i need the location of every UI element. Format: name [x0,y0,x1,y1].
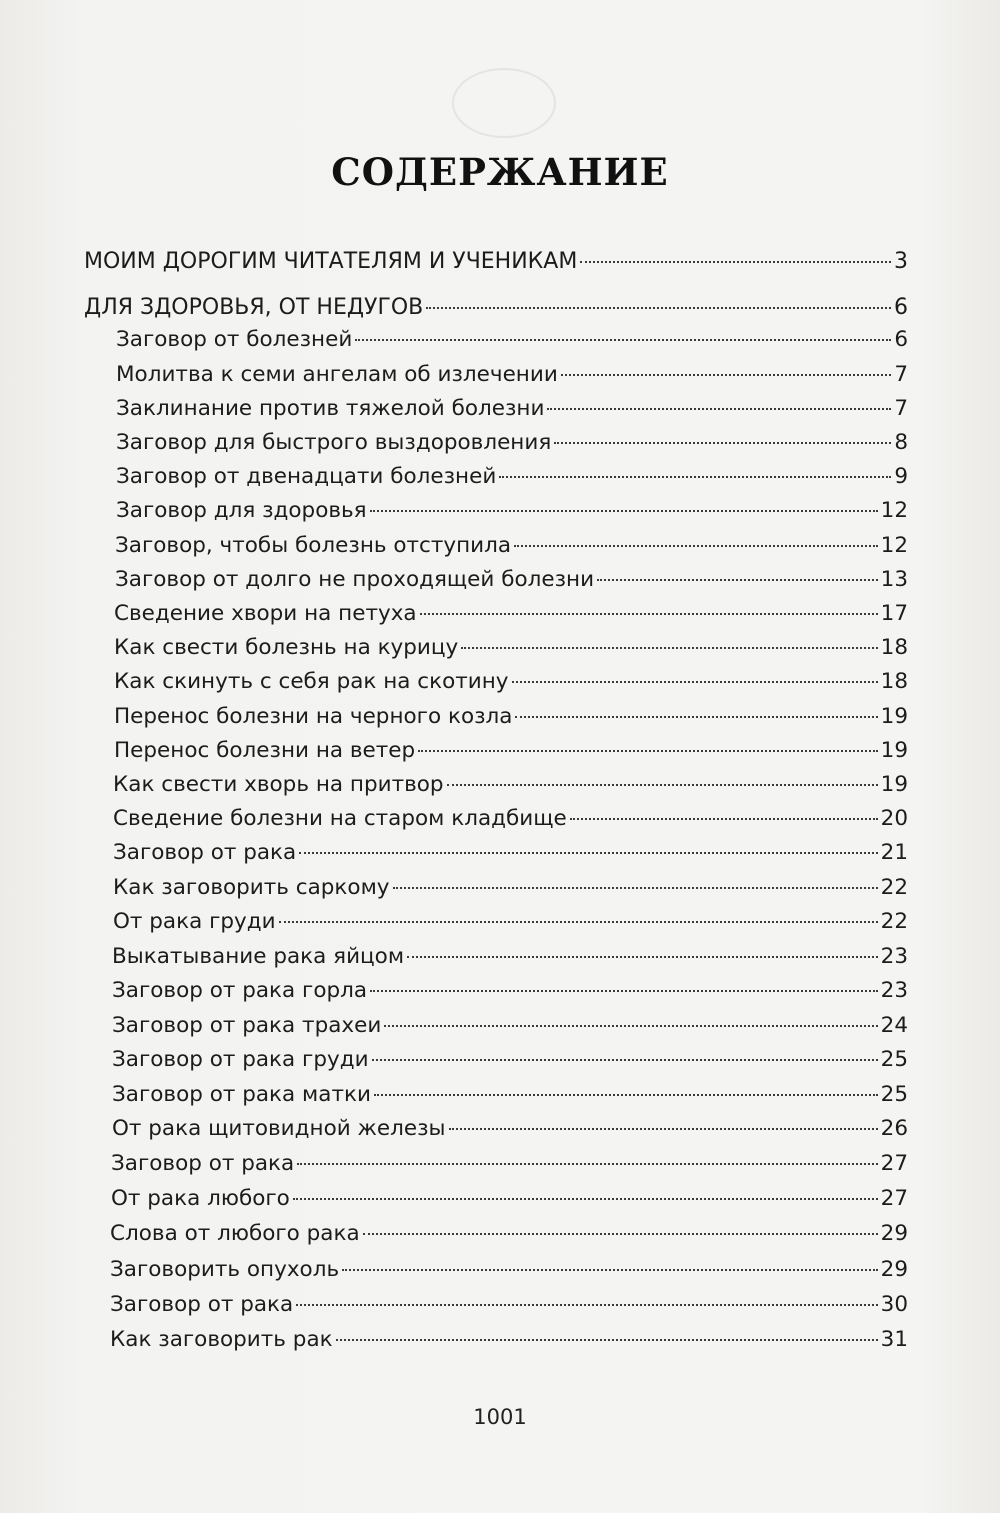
dot-leader [279,921,878,923]
toc-page-number: 19 [880,772,908,797]
dot-leader [561,374,892,376]
toc-page-number: 29 [880,1221,908,1246]
toc-page-number: 20 [880,806,908,831]
toc-item-title: Выкатывание рака яйцом [112,944,405,969]
toc-page-number: 23 [880,944,908,969]
dot-leader [514,545,878,547]
toc-page-number: 7 [894,396,908,421]
toc-item[interactable] [113,874,908,902]
toc-item-title: Как заговорить рак [110,1327,333,1352]
dot-leader [426,307,891,309]
dot-leader [447,784,878,786]
toc-item-title: Как свести болезнь на курицу [114,635,459,660]
toc-page-number: 6 [894,327,908,352]
toc-page-number: 22 [880,909,908,934]
toc-item-title: Заговор для здоровья [116,498,367,523]
toc-section-title: МОИМ ДОРОГИМ ЧИТАТЕЛЯМ И УЧЕНИКАМ [84,249,578,274]
toc-page-number: 23 [880,978,908,1003]
toc-item-title: Заговор от двенадцати болезней [116,464,497,489]
toc-item[interactable] [112,977,908,1005]
toc-item-title: От рака любого [111,1186,290,1211]
dot-leader [374,1094,878,1096]
toc-item[interactable] [114,634,908,662]
toc-item-title: Заговор для быстрого выздоровления [116,430,552,455]
toc-item[interactable] [116,361,908,389]
toc-page-number: 22 [880,875,908,900]
toc-item[interactable] [111,1150,908,1178]
toc-page-number: 19 [880,738,908,763]
toc-item-title: Перенос болезни на ветер [114,738,416,763]
toc-item[interactable] [112,1012,908,1040]
toc-item[interactable] [111,1185,908,1213]
dot-leader [296,1304,877,1306]
dot-leader [297,1163,877,1165]
toc-item-title: Заговор от рака горла [112,978,368,1003]
toc-page-number: 24 [880,1013,908,1038]
dot-leader [554,442,891,444]
dot-leader [372,1059,878,1061]
toc-item[interactable] [116,395,908,423]
toc-section-title: ДЛЯ ЗДОРОВЬЯ, ОТ НЕДУГОВ [84,295,424,320]
toc-item[interactable] [110,1291,908,1319]
toc-page-number: 17 [880,601,908,626]
toc-item-title: Заговор от рака груди [112,1047,369,1072]
toc-item-title: Слова от любого рака [110,1221,360,1246]
toc-item[interactable] [116,326,908,354]
dot-leader [393,887,878,889]
toc-item-title: Сведение болезни на старом кладбище [113,806,567,831]
toc-page-number: 19 [880,704,908,729]
dot-leader [597,579,878,581]
toc-page-number: 26 [880,1116,908,1141]
toc-page-number: 29 [880,1257,908,1282]
toc-item[interactable] [110,1220,908,1248]
dot-leader [547,408,891,410]
dot-leader [407,956,878,958]
dot-leader [293,1198,878,1200]
toc-item[interactable] [114,737,908,765]
toc-page-number: 13 [880,567,908,592]
toc-item-title: Заклинание против тяжелой болезни [116,396,545,421]
toc-item[interactable] [116,429,908,457]
dot-leader [370,510,878,512]
toc-page-number: 12 [880,498,908,523]
dot-leader [499,476,891,478]
toc-item-title: Заговор, чтобы болезнь отступила [115,533,512,558]
toc-item-title: Сведение хвори на петуха [114,601,417,626]
dot-leader [363,1233,878,1235]
dot-leader [370,990,878,992]
toc-item-title: Заговор от рака [113,840,297,865]
dot-leader [384,1025,877,1027]
toc-item[interactable] [112,943,908,971]
dot-leader [336,1339,878,1341]
toc-item-title: Заговор от долго не проходящей болезни [115,567,595,592]
dot-leader [355,339,891,341]
dot-leader [418,750,877,752]
toc-page-number: 30 [880,1292,908,1317]
toc-page-number: 25 [880,1082,908,1107]
toc-item[interactable] [112,1046,908,1074]
toc-section[interactable] [84,294,908,322]
toc-item-title: Заговор от рака [111,1151,295,1176]
toc-item[interactable] [114,600,908,628]
toc-item-title: От рака груди [113,909,276,934]
dot-leader [515,716,877,718]
toc-page-number: 6 [894,295,908,320]
toc-item[interactable] [116,497,908,525]
toc-page-number: 18 [880,635,908,660]
toc-item[interactable] [113,805,908,833]
toc-page-number: 27 [880,1186,908,1211]
toc-page-number: 8 [894,430,908,455]
toc-item-title: Заговор от болезней [116,327,353,352]
dot-leader [299,852,877,854]
toc-item-title: Как заговорить саркому [113,875,390,900]
toc-item[interactable] [113,771,908,799]
toc-page-number: 18 [880,669,908,694]
toc-page-number: 3 [894,249,908,274]
toc-item[interactable] [114,668,908,696]
dot-leader [461,647,877,649]
toc-item-title: Заговор от рака трахеи [112,1013,382,1038]
toc-item[interactable] [112,1081,908,1109]
toc-item[interactable] [110,1326,908,1354]
dot-leader [420,613,878,615]
toc-item[interactable] [112,1115,908,1143]
toc-item[interactable] [114,703,908,731]
page-title: СОДЕРЖАНИЕ [331,150,669,194]
toc-item[interactable] [115,566,908,594]
toc-item-title: Как скинуть с себя рак на скотину [114,669,509,694]
dot-leader [580,261,891,263]
toc-item-title: От рака щитовидной железы [112,1116,446,1141]
toc-item[interactable] [110,1256,908,1284]
toc-page-number: 27 [880,1151,908,1176]
toc-item-title: Заговор от рака [110,1292,294,1317]
toc-item-title: Перенос болезни на черного козла [114,704,513,729]
toc-page-number: 25 [880,1047,908,1072]
toc-page-number: 31 [880,1327,908,1352]
toc-section[interactable] [84,248,908,276]
toc-page-number: 21 [880,840,908,865]
toc-page-number: 12 [880,533,908,558]
toc-item[interactable] [113,839,908,867]
toc-item-title: Молитва к семи ангелам об излечении [116,362,558,387]
toc-item[interactable] [113,908,908,936]
toc-item-title: Как свести хворь на притвор [113,772,444,797]
dot-leader [449,1128,878,1130]
dot-leader [342,1269,878,1271]
dot-leader [512,681,878,683]
toc-item-title: Заговор от рака матки [112,1082,371,1107]
toc-page-number: 9 [894,464,908,489]
dot-leader [570,818,878,820]
toc-page-number: 7 [894,362,908,387]
toc-item[interactable] [115,532,908,560]
toc-item[interactable] [116,463,908,491]
page-number: 1001 [473,1405,527,1429]
toc-item-title: Заговорить опухоль [110,1257,340,1282]
